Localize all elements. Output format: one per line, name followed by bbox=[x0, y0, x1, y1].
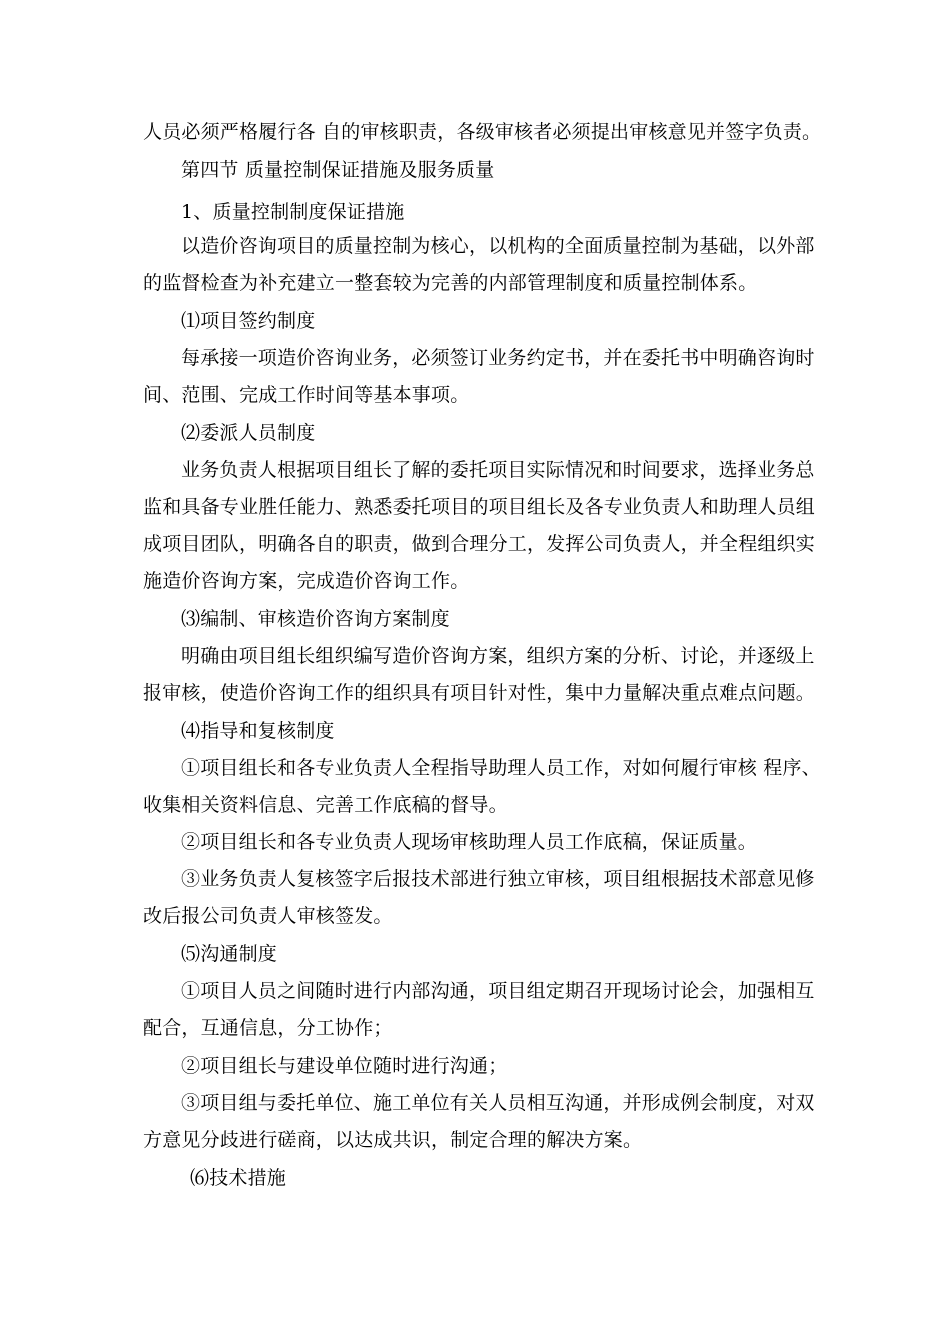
text-line: 每承接一项造价咨询业务，必须签订业务约定书，并在委托书中明确咨询时 bbox=[181, 347, 815, 369]
text-line: 人员必须严格履行各 自的审核职责，各级审核者必须提出审核意见并签字负责。 bbox=[143, 121, 822, 143]
item-heading: ⑵委派人员制度 bbox=[181, 422, 316, 444]
text-line: 明确由项目组长组织编写造价咨询方案，组织方案的分析、讨论，并逐级上 bbox=[181, 645, 815, 667]
text-line: 收集相关资料信息、完善工作底稿的督导。 bbox=[143, 794, 508, 816]
item-heading: ⑹技术措施 bbox=[190, 1167, 287, 1189]
text-line: 间、范围、完成工作时间等基本事项。 bbox=[143, 384, 470, 406]
text-line: ②项目组长和各专业负责人现场审核助理人员工作底稿，保证质量。 bbox=[181, 831, 758, 853]
text-line: ①项目人员之间随时进行内部沟通，项目组定期召开现场讨论会，加强相互 bbox=[181, 980, 815, 1002]
text-line: 的监督检查为补充建立一整套较为完善的内部管理制度和质量控制体系。 bbox=[143, 272, 758, 294]
item-heading: ⑸沟通制度 bbox=[181, 943, 278, 965]
section-heading: 第四节 质量控制保证措施及服务质量 bbox=[181, 159, 495, 181]
text-line: ①项目组长和各专业负责人全程指导助理人员工作，对如何履行审核 程序、 bbox=[181, 757, 821, 779]
text-line: ③项目组与委托单位、施工单位有关人员相互沟通，并形成例会制度，对双 bbox=[181, 1092, 815, 1114]
text-line: 方意见分歧进行磋商，以达成共识，制定合理的解决方案。 bbox=[143, 1129, 643, 1151]
text-line: 报审核，使造价咨询工作的组织具有项目针对性，集中力量解决重点难点问题。 bbox=[143, 682, 816, 704]
item-heading: ⑷指导和复核制度 bbox=[181, 720, 335, 742]
text-line: 成项目团队，明确各自的职责，做到合理分工，发挥公司负责人，并全程组织实 bbox=[143, 533, 816, 555]
text-line: 监和具备专业胜任能力、熟悉委托项目的项目组长及各专业负责人和助理人员组 bbox=[143, 496, 816, 518]
subsection-heading: 1、质量控制制度保证措施 bbox=[181, 201, 405, 223]
text-line: 配合，互通信息，分工协作； bbox=[143, 1017, 393, 1039]
text-line: 以造价咨询项目的质量控制为核心，以机构的全面质量控制为基础，以外部 bbox=[181, 235, 815, 257]
text-line: ②项目组长与建设单位随时进行沟通； bbox=[181, 1055, 508, 1077]
text-line: 业务负责人根据项目组长了解的委托项目实际情况和时间要求，选择业务总 bbox=[181, 459, 815, 481]
item-heading: ⑶编制、审核造价咨询方案制度 bbox=[181, 608, 450, 630]
text-line: ③业务负责人复核签字后报技术部进行独立审核，项目组根据技术部意见修 bbox=[181, 868, 815, 890]
text-line: 施造价咨询方案，完成造价咨询工作。 bbox=[143, 570, 470, 592]
item-heading: ⑴项目签约制度 bbox=[181, 310, 316, 332]
text-line: 改后报公司负责人审核签发。 bbox=[143, 905, 393, 927]
